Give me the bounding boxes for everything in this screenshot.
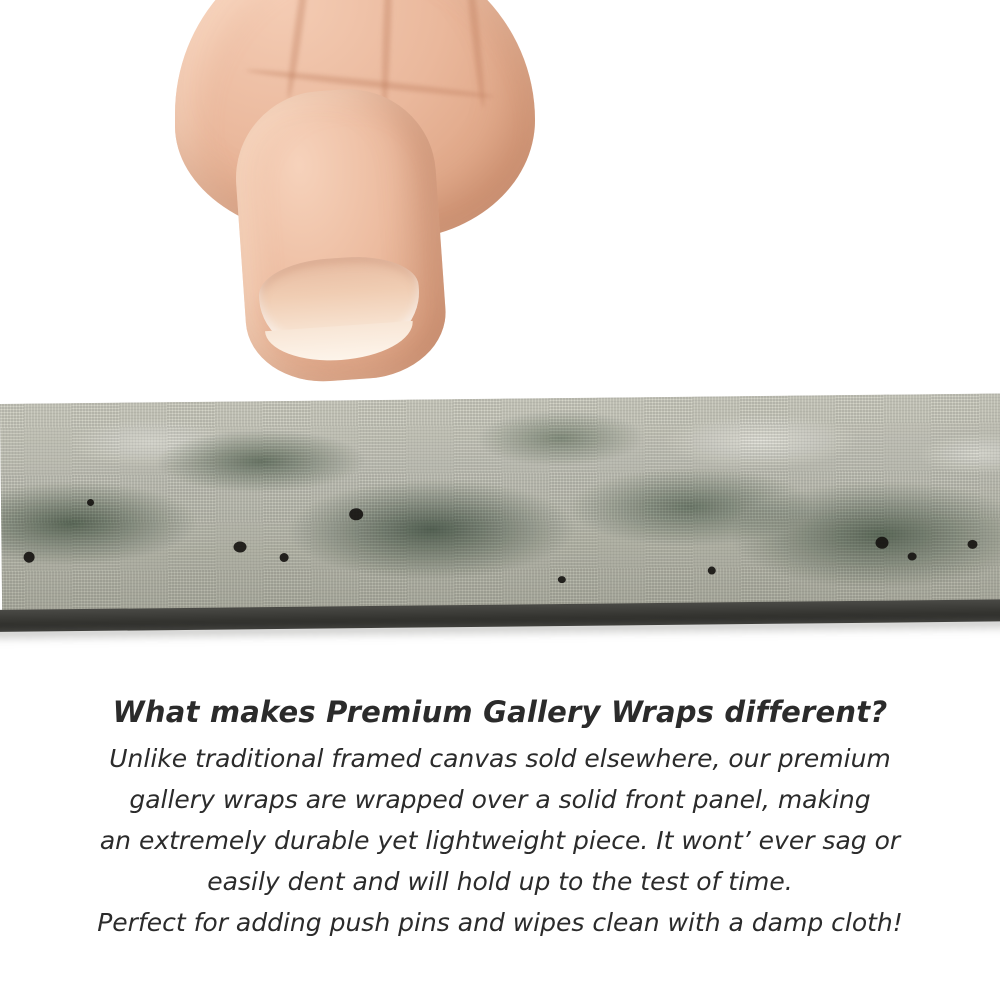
canvas-speck — [967, 540, 977, 549]
caption-line: Perfect for adding push pins and wipes clean with a damp cloth! — [97, 908, 903, 937]
caption-heading: What makes Premium Gallery Wraps different? — [112, 695, 888, 729]
canvas-speck — [558, 576, 566, 583]
canvas-speck — [349, 508, 363, 520]
caption-line: Unlike traditional framed canvas sold elsewhere, our premium — [109, 744, 891, 773]
canvas-speck — [87, 499, 94, 506]
canvas-speck — [908, 552, 917, 560]
caption-line: an extremely durable yet lightweight piece. It wont’ ever sag or — [99, 826, 901, 855]
canvas-speck — [875, 537, 888, 549]
canvas-speck — [280, 553, 289, 562]
caption-body — [0, 738, 1000, 943]
canvas-speck — [24, 552, 35, 563]
caption-line: gallery wraps are wrapped over a solid front panel, making — [129, 785, 871, 814]
canvas-speck — [233, 541, 246, 552]
caption-block — [0, 690, 1000, 943]
hand-pressing-canvas — [120, 0, 550, 440]
knuckle-crease — [285, 0, 314, 100]
canvas-speck — [708, 567, 716, 575]
caption-line: easily dent and will hold up to the test of time. — [207, 867, 793, 896]
